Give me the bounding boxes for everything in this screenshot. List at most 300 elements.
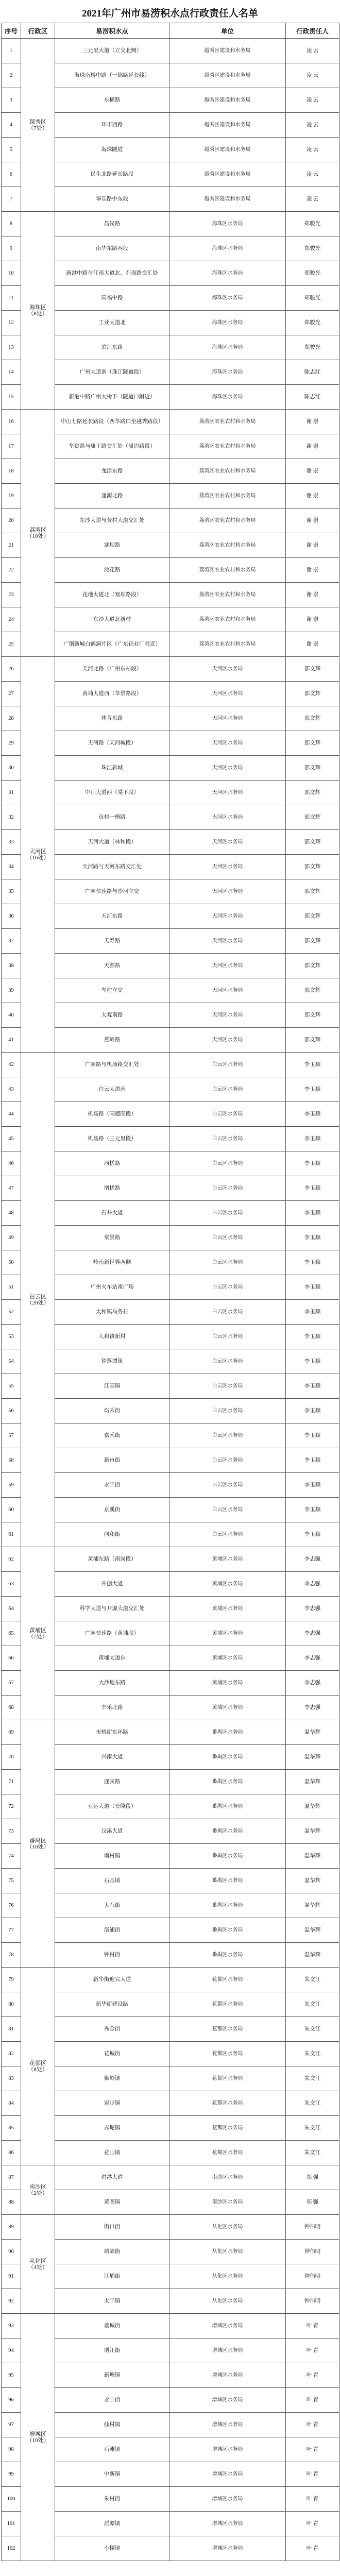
person-cell: 叶 青 <box>286 2437 339 2462</box>
row-index: 9 <box>2 236 21 261</box>
row-index: 92 <box>2 2289 21 2314</box>
row-index: 53 <box>2 1325 21 1349</box>
location-cell: 广州大道南（珠江隧道段） <box>55 360 169 385</box>
location-cell: 三元里大道（立交北侧） <box>55 39 169 63</box>
person-cell: 郑骏光 <box>286 311 339 335</box>
unit-cell: 白云区水务局 <box>169 1473 286 1498</box>
person-cell: 谢 崇 <box>286 583 339 607</box>
row-index: 52 <box>2 1300 21 1325</box>
row-index: 46 <box>2 1151 21 1176</box>
location-cell: 塞坝路 <box>55 533 169 558</box>
unit-cell: 增城区水务局 <box>169 2512 286 2536</box>
person-cell: 郑骏光 <box>286 261 339 286</box>
location-cell: 兴南大道 <box>55 1745 169 1770</box>
location-cell: 天河东路 <box>55 904 169 929</box>
person-cell: 李玉顺 <box>286 1374 339 1399</box>
unit-cell: 白云区水务局 <box>169 1325 286 1349</box>
row-index: 29 <box>2 731 21 756</box>
row-index: 18 <box>2 459 21 484</box>
location-cell: 天河大道（林和段） <box>55 830 169 855</box>
location-cell: 小楼镇 <box>55 2536 169 2561</box>
location-cell: 同和街 <box>55 1522 169 1547</box>
location-cell: 龙津东路 <box>55 459 169 484</box>
unit-cell: 增城区水务局 <box>169 2437 286 2462</box>
row-index: 31 <box>2 781 21 805</box>
person-cell: 陈志红 <box>286 385 339 410</box>
location-cell: 狮岭镇 <box>55 2066 169 2091</box>
row-index: 49 <box>2 1226 21 1250</box>
person-cell: 邵文辉 <box>286 781 339 805</box>
table-row <box>2 1053 339 1077</box>
location-cell: 东沙大道北新村 <box>55 607 169 632</box>
unit-cell: 海珠区水务局 <box>169 261 286 286</box>
row-index: 40 <box>2 1003 21 1028</box>
district-cell: 增城区 （10处） <box>21 2314 55 2561</box>
person-cell: 李玉顺 <box>286 1498 339 1522</box>
location-cell: 石井大道 <box>55 1201 169 1226</box>
row-index: 65 <box>2 1621 21 1646</box>
person-cell: 李玉顺 <box>286 1448 339 1473</box>
person-cell: 叶 青 <box>286 2536 339 2561</box>
row-index: 59 <box>2 1473 21 1498</box>
person-cell: 邵文辉 <box>286 904 339 929</box>
row-index: 56 <box>2 1399 21 1423</box>
person-cell: 李玉顺 <box>286 1300 339 1325</box>
location-cell: 大沙地东路 <box>55 1671 169 1696</box>
location-cell: 花地大道北（塞坝路段） <box>55 583 169 607</box>
location-cell: 新港中路与江南大道北、石岗路交汇处 <box>55 261 169 286</box>
location-cell: 太平镇 <box>55 2289 169 2314</box>
unit-cell: 越秀区建设和水务局 <box>169 138 286 162</box>
unit-cell: 花都区水务局 <box>169 2091 286 2116</box>
person-cell: 邵文辉 <box>286 1028 339 1053</box>
row-index: 94 <box>2 2338 21 2363</box>
row-index: 22 <box>2 558 21 583</box>
person-cell: 谢 崇 <box>286 509 339 533</box>
unit-cell: 荔湾区农业农村和水务局 <box>169 459 286 484</box>
location-cell: 丰乐北路 <box>55 1696 169 1720</box>
row-index: 76 <box>2 1893 21 1918</box>
row-index: 12 <box>2 311 21 335</box>
person-cell: 郑骏光 <box>286 286 339 311</box>
location-cell: 东沙大道与芳村大道交汇处 <box>55 509 169 533</box>
person-cell: 郑 强 <box>286 2165 339 2190</box>
person-cell: 叶 青 <box>286 2512 339 2536</box>
person-cell: 李玉顺 <box>286 1349 339 1374</box>
row-index: 43 <box>2 1077 21 1102</box>
unit-cell: 海珠区水务局 <box>169 236 286 261</box>
district-cell: 天河区 （16处） <box>21 657 55 1053</box>
unit-cell: 天河区水务局 <box>169 1003 286 1028</box>
table-header-row <box>2 23 339 39</box>
person-cell: 凌 云 <box>286 88 339 113</box>
location-cell: 新华街迎宾大道 <box>55 1968 169 1992</box>
person-cell: 谢 崇 <box>286 607 339 632</box>
person-cell: 郑骏光 <box>286 236 339 261</box>
person-cell: 凌 云 <box>286 39 339 63</box>
row-index: 99 <box>2 2462 21 2487</box>
location-cell: 新市街 <box>55 1448 169 1473</box>
row-index: 77 <box>2 1918 21 1943</box>
unit-cell: 天河区水务局 <box>169 904 286 929</box>
person-cell: 邵文辉 <box>286 805 339 830</box>
location-cell: 海珠南桥中路（一德路延长线） <box>55 63 169 88</box>
row-index: 39 <box>2 978 21 1003</box>
location-cell: 永宁街 <box>55 2388 169 2413</box>
row-index: 7 <box>2 187 21 212</box>
header-person: 行政责任人 <box>286 23 339 39</box>
person-cell: 叶 青 <box>286 2314 339 2338</box>
row-index: 81 <box>2 2017 21 2042</box>
person-cell: 邵文辉 <box>286 830 339 855</box>
location-cell: 华贵路与康王路交汇处（周边路段） <box>55 434 169 459</box>
person-cell: 凌 云 <box>286 113 339 138</box>
unit-cell: 海珠区水务局 <box>169 212 286 236</box>
unit-cell: 番禺区水务局 <box>169 1869 286 1893</box>
unit-cell: 黄埔区水务局 <box>169 1646 286 1671</box>
location-cell: 派潭镇 <box>55 2512 169 2536</box>
unit-cell: 天河区水务局 <box>169 657 286 682</box>
row-index: 8 <box>2 212 21 236</box>
location-cell: 棠景路 <box>55 1226 169 1250</box>
row-index: 37 <box>2 929 21 954</box>
unit-cell: 越秀区建设和水务局 <box>169 187 286 212</box>
row-index: 57 <box>2 1423 21 1448</box>
unit-cell: 荔湾区农业农村和水务局 <box>169 484 286 509</box>
row-index: 101 <box>2 2512 21 2536</box>
unit-cell: 白云区水务局 <box>169 1226 286 1250</box>
row-index: 70 <box>2 1745 21 1770</box>
header-unit: 单位 <box>169 23 286 39</box>
unit-cell: 白云区水务局 <box>169 1102 286 1127</box>
location-cell: 永平街 <box>55 1473 169 1498</box>
row-index: 35 <box>2 879 21 904</box>
person-cell: 谢 崇 <box>286 484 339 509</box>
row-index: 41 <box>2 1028 21 1053</box>
row-index: 26 <box>2 657 21 682</box>
location-cell: 增槎路 <box>55 1176 169 1201</box>
unit-cell: 天河区水务局 <box>169 929 286 954</box>
row-index: 21 <box>2 533 21 558</box>
district-cell: 花都区 （8处） <box>21 1968 55 2165</box>
person-cell: 朱文江 <box>286 2066 339 2091</box>
location-cell: 广园路与机场路交汇处 <box>55 1053 169 1077</box>
row-index: 86 <box>2 2141 21 2165</box>
row-index: 84 <box>2 2091 21 2116</box>
unit-cell: 白云区水务局 <box>169 1498 286 1522</box>
location-cell: 增江街 <box>55 2338 169 2363</box>
unit-cell: 番禺区水务局 <box>169 1819 286 1844</box>
unit-cell: 天河区水务局 <box>169 830 286 855</box>
unit-cell: 黄埔区水务局 <box>169 1572 286 1597</box>
row-index: 73 <box>2 1819 21 1844</box>
unit-cell: 越秀区建设和水务局 <box>169 88 286 113</box>
row-index: 36 <box>2 904 21 929</box>
person-cell: 邵文辉 <box>286 731 339 756</box>
location-cell: 江高镇 <box>55 1374 169 1399</box>
row-index: 71 <box>2 1770 21 1794</box>
location-cell: 新华街建设路 <box>55 1992 169 2017</box>
person-cell: 李玉顺 <box>286 1201 339 1226</box>
location-cell: 太和镇马务村 <box>55 1300 169 1325</box>
person-cell: 温华辉 <box>286 1720 339 1745</box>
unit-cell: 天河区水务局 <box>169 731 286 756</box>
district-cell: 南沙区 （2处） <box>21 2165 55 2215</box>
unit-cell: 天河区水务局 <box>169 706 286 731</box>
row-index: 6 <box>2 162 21 187</box>
unit-cell: 番禺区水务局 <box>169 1770 286 1794</box>
person-cell: 朱文江 <box>286 2042 339 2066</box>
district-cell: 荔湾区 （10处） <box>21 410 55 657</box>
location-cell: 西槎路 <box>55 1151 169 1176</box>
row-index: 25 <box>2 632 21 657</box>
location-cell: 广钢新城白鹤洞片区（广东铝业厂附近） <box>55 632 169 657</box>
unit-cell: 番禺区水务局 <box>169 1794 286 1819</box>
unit-cell: 越秀区建设和水务局 <box>169 63 286 88</box>
unit-cell: 天河区水务局 <box>169 879 286 904</box>
location-cell: 迎宾路 <box>55 1770 169 1794</box>
unit-cell: 从化区水务局 <box>169 2289 286 2314</box>
unit-cell: 花都区水务局 <box>169 2017 286 2042</box>
row-index: 16 <box>2 410 21 434</box>
unit-cell: 天河区水务局 <box>169 1028 286 1053</box>
person-cell: 邵文辉 <box>286 855 339 879</box>
person-cell: 李志强 <box>286 1671 339 1696</box>
row-index: 10 <box>2 261 21 286</box>
row-index: 38 <box>2 954 21 978</box>
person-cell: 谢 崇 <box>286 632 339 657</box>
location-cell: 黄阁镇 <box>55 2190 169 2215</box>
location-cell: 天河路（天河城段） <box>55 731 169 756</box>
unit-cell: 番禺区水务局 <box>169 1844 286 1869</box>
unit-cell: 白云区水务局 <box>169 1275 286 1300</box>
unit-cell: 番禺区水务局 <box>169 1745 286 1770</box>
person-cell: 叶 青 <box>286 2363 339 2388</box>
person-cell: 朱文江 <box>286 2141 339 2165</box>
person-cell: 温华辉 <box>286 1745 339 1770</box>
person-cell: 李玉顺 <box>286 1127 339 1151</box>
location-cell: 荔城街 <box>55 2314 169 2338</box>
location-cell: 花城街 <box>55 2042 169 2066</box>
table-body <box>2 39 339 2561</box>
unit-cell: 番禺区水务局 <box>169 1893 286 1918</box>
location-cell: 昌岗路 <box>55 212 169 236</box>
row-index: 93 <box>2 2314 21 2338</box>
location-cell: 京溪街 <box>55 1498 169 1522</box>
location-cell: 开创大道 <box>55 1572 169 1597</box>
row-index: 24 <box>2 607 21 632</box>
person-cell: 叶 青 <box>286 2487 339 2512</box>
row-index: 98 <box>2 2437 21 2462</box>
district-cell: 番禺区 （10处） <box>21 1720 55 1968</box>
unit-cell: 南沙区水务局 <box>169 2165 286 2190</box>
row-index: 30 <box>2 756 21 781</box>
unit-cell: 白云区水务局 <box>169 1151 286 1176</box>
row-index: 97 <box>2 2413 21 2437</box>
location-cell: 珠江新城 <box>55 756 169 781</box>
person-cell: 李玉顺 <box>286 1053 339 1077</box>
unit-cell: 花都区水务局 <box>169 1992 286 2017</box>
row-index: 33 <box>2 830 21 855</box>
row-index: 102 <box>2 2536 21 2561</box>
unit-cell: 越秀区建设和水务局 <box>169 162 286 187</box>
location-cell: 炭步镇 <box>55 2091 169 2116</box>
location-cell: 环市西路 <box>55 113 169 138</box>
row-index: 85 <box>2 2116 21 2141</box>
row-index: 95 <box>2 2363 21 2388</box>
person-cell: 李玉顺 <box>286 1102 339 1127</box>
row-index: 20 <box>2 509 21 533</box>
location-cell: 嘉禾街 <box>55 1423 169 1448</box>
row-index: 61 <box>2 1522 21 1547</box>
row-index: 62 <box>2 1547 21 1572</box>
person-cell: 李玉顺 <box>286 1176 339 1201</box>
unit-cell: 天河区水务局 <box>169 855 286 879</box>
person-cell: 郑骏光 <box>286 212 339 236</box>
unit-cell: 黄埔区水务局 <box>169 1621 286 1646</box>
table-row <box>2 2314 339 2338</box>
location-cell: 中山七路延长路段（西华路口至越秀路段） <box>55 410 169 434</box>
unit-cell: 黄埔区水务局 <box>169 1547 286 1572</box>
row-index: 74 <box>2 1844 21 1869</box>
unit-cell: 增城区水务局 <box>169 2536 286 2561</box>
unit-cell: 从化区水务局 <box>169 2240 286 2264</box>
location-cell: 东横路 <box>55 88 169 113</box>
table-row <box>2 657 339 682</box>
row-index: 68 <box>2 1696 21 1720</box>
location-cell: 石滩镇 <box>55 2437 169 2462</box>
person-cell: 叶 青 <box>286 2338 339 2363</box>
location-cell: 岭南新世界西侧 <box>55 1250 169 1275</box>
location-cell: 民生北路延长路段 <box>55 162 169 187</box>
row-index: 91 <box>2 2264 21 2289</box>
person-cell: 朱文江 <box>286 1992 339 2017</box>
row-index: 14 <box>2 360 21 385</box>
person-cell: 郑骏光 <box>286 335 339 360</box>
location-cell: 机场路（三元里段） <box>55 1127 169 1151</box>
location-cell: 赤坭镇 <box>55 2116 169 2141</box>
row-index: 83 <box>2 2066 21 2091</box>
row-index: 27 <box>2 682 21 706</box>
row-index: 55 <box>2 1374 21 1399</box>
table-row <box>2 1547 339 1572</box>
location-cell: 科学大道与开源大道交汇处 <box>55 1597 169 1621</box>
document-title: 2021年广州市易涝积水点行政责任人名单 <box>81 8 258 19</box>
location-cell: 街口街 <box>55 2215 169 2240</box>
unit-cell: 花都区水务局 <box>169 2066 286 2091</box>
location-cell: 市桥街东环路 <box>55 1720 169 1745</box>
row-index: 54 <box>2 1349 21 1374</box>
unit-cell: 增城区水务局 <box>169 2462 286 2487</box>
unit-cell: 从化区水务局 <box>169 2264 286 2289</box>
row-index: 44 <box>2 1102 21 1127</box>
person-cell: 邵文辉 <box>286 879 339 904</box>
person-cell: 钟伟明 <box>286 2264 339 2289</box>
row-index: 58 <box>2 1448 21 1473</box>
row-index: 60 <box>2 1498 21 1522</box>
location-cell: 南村镇 <box>55 1844 169 1869</box>
person-cell: 邵文辉 <box>286 954 339 978</box>
location-cell: 黄埔大道东 <box>55 1646 169 1671</box>
row-index: 4 <box>2 113 21 138</box>
unit-cell: 增城区水务局 <box>169 2413 286 2437</box>
location-cell: 员村一横路 <box>55 805 169 830</box>
person-cell: 钟伟明 <box>286 2240 339 2264</box>
unit-cell: 花都区水务局 <box>169 2116 286 2141</box>
row-index: 82 <box>2 2042 21 2066</box>
row-index: 32 <box>2 805 21 830</box>
person-cell: 陈志红 <box>286 360 339 385</box>
unit-cell: 花都区水务局 <box>169 1968 286 1992</box>
row-index: 42 <box>2 1053 21 1077</box>
district-cell: 越秀区 （7处） <box>21 39 55 212</box>
location-cell: 秀全街 <box>55 2017 169 2042</box>
row-index: 69 <box>2 1720 21 1745</box>
row-index: 5 <box>2 138 21 162</box>
unit-cell: 黄埔区水务局 <box>169 1696 286 1720</box>
location-cell: 天源路 <box>55 954 169 978</box>
unit-cell: 越秀区建设和水务局 <box>169 39 286 63</box>
row-index: 45 <box>2 1127 21 1151</box>
header-location: 易涝积水点 <box>55 23 169 39</box>
location-cell: 黄埔东路（南岗段） <box>55 1547 169 1572</box>
district-cell: 白云区 （20处） <box>21 1053 55 1547</box>
person-cell: 李玉顺 <box>286 1151 339 1176</box>
unit-cell: 增城区水务局 <box>169 2388 286 2413</box>
unit-cell: 番禺区水务局 <box>169 1918 286 1943</box>
person-cell: 温华辉 <box>286 1918 339 1943</box>
location-cell: 岑村立交 <box>55 978 169 1003</box>
unit-cell: 荔湾区农业农村和水务局 <box>169 410 286 434</box>
header-district: 行政区 <box>21 23 55 39</box>
location-cell: 体育东路 <box>55 706 169 731</box>
person-cell: 钟伟明 <box>286 2289 339 2314</box>
location-cell: 花山镇 <box>55 2141 169 2165</box>
person-cell: 朱文江 <box>286 2091 339 2116</box>
location-cell: 机场路（同德围段） <box>55 1102 169 1127</box>
unit-cell: 黄埔区水务局 <box>169 1597 286 1621</box>
unit-cell: 海珠区水务局 <box>169 360 286 385</box>
row-index: 2 <box>2 63 21 88</box>
location-cell: 广园快速路与沙河立交 <box>55 879 169 904</box>
unit-cell: 白云区水务局 <box>169 1201 286 1226</box>
location-cell: 同福中路 <box>55 286 169 311</box>
location-cell: 滨江东路 <box>55 335 169 360</box>
row-index: 19 <box>2 484 21 509</box>
unit-cell: 黄埔区水务局 <box>169 1671 286 1696</box>
person-cell: 邵文辉 <box>286 929 339 954</box>
unit-cell: 番禺区水务局 <box>169 1720 286 1745</box>
person-cell: 李玉顺 <box>286 1522 339 1547</box>
row-index: 64 <box>2 1597 21 1621</box>
unit-cell: 天河区水务局 <box>169 781 286 805</box>
person-cell: 朱文江 <box>286 2116 339 2141</box>
person-cell: 朱文江 <box>286 1968 339 1992</box>
row-index: 17 <box>2 434 21 459</box>
location-cell: 大观南路 <box>55 1003 169 1028</box>
unit-cell: 增城区水务局 <box>169 2338 286 2363</box>
unit-cell: 白云区水务局 <box>169 1448 286 1473</box>
location-cell: 亚运大道（长隆段） <box>55 1794 169 1819</box>
row-index: 66 <box>2 1646 21 1671</box>
row-index: 78 <box>2 1943 21 1968</box>
unit-cell: 白云区水务局 <box>169 1300 286 1325</box>
row-index: 96 <box>2 2388 21 2413</box>
row-index: 100 <box>2 2487 21 2512</box>
row-index: 28 <box>2 706 21 731</box>
unit-cell: 白云区水务局 <box>169 1053 286 1077</box>
person-cell: 叶 青 <box>286 2413 339 2437</box>
